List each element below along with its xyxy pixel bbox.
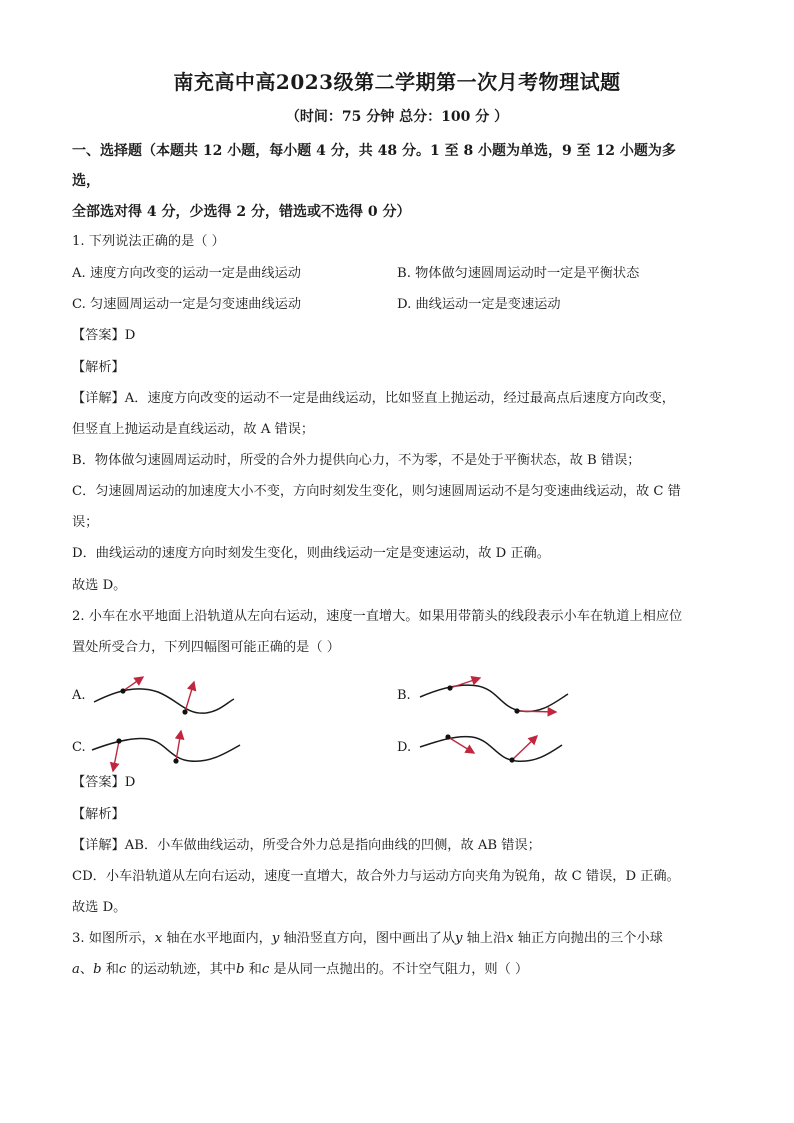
q2-figure-d-label: D.	[397, 740, 412, 755]
car-point	[120, 688, 125, 693]
q1-option-b: B. 物体做匀速圆周运动时一定是平衡状态	[397, 266, 640, 281]
force-arrow	[450, 678, 480, 688]
q2-detail-1: 【详解】AB．小车做曲线运动，所受合外力总是指向曲线的凹侧，故 AB 错误；	[72, 838, 541, 853]
q2-figure-c-label: C.	[72, 740, 86, 755]
track-curve	[420, 737, 562, 762]
force-arrow	[176, 731, 181, 761]
q2-stem-1: 2. 小车在水平地面上沿轨道从左向右运动，速度一直增大。如果用带箭头的线段表示小车在轨道上相应位	[72, 609, 683, 624]
car-point	[173, 758, 178, 763]
q3-stem-2: a、b 和c 的运动轨迹，其中b 和c 是从同一点抛出的。不计空气阻力，则（ ）	[72, 962, 529, 977]
q2-figure-b	[416, 670, 576, 724]
q1-option-d: D. 曲线运动一定是变速运动	[397, 297, 561, 312]
car-point	[182, 709, 187, 714]
q2-figure-d	[416, 725, 576, 781]
force-arrow	[448, 737, 474, 753]
force-arrow	[517, 711, 556, 712]
q2-conclusion: 故选 D。	[72, 900, 127, 915]
q1-detail-1: 【详解】A．速度方向改变的运动不一定是曲线运动，比如竖直上抛运动，经过最高点后速度方向改变，	[72, 391, 675, 406]
section-heading-line3: 全部选对得 4 分，少选得 2 分，错选或不选得 0 分）	[72, 204, 411, 220]
q1-detail-6: D．曲线运动的速度方向时刻发生变化，则曲线运动一定是变速运动，故 D 正确。	[72, 546, 550, 561]
car-point	[514, 708, 519, 713]
q1-detail-2: 但竖直上抛运动是直线运动，故 A 错误；	[72, 422, 315, 437]
exam-info: （时间：75 分钟 总分：100 分 ）	[285, 109, 509, 125]
force-arrow	[185, 682, 194, 712]
q2-figure-a-label: A.	[72, 688, 86, 703]
q1-analysis-label: 【解析】	[72, 360, 125, 375]
track-curve	[92, 739, 240, 762]
car-point	[509, 757, 514, 762]
q1-detail-4: C．匀速圆周运动的加速度大小不变，方向时刻发生变化，则匀速圆周运动不是匀变速曲线运动，故 C 错	[72, 484, 681, 499]
force-arrow	[113, 741, 119, 771]
section-heading-line2: 选，	[72, 173, 100, 189]
q2-stem-2: 置处所受合力，下列四幅图可能正确的是（ ）	[72, 640, 340, 655]
q3-stem-1: 3. 如图所示，x 轴在水平地面内，y 轴沿竖直方向，图中画出了从y 轴上沿x 轴正方向抛出的三个小球	[72, 931, 663, 946]
q1-option-a: A. 速度方向改变的运动一定是曲线运动	[72, 266, 301, 281]
q1-answer: 【答案】D	[72, 328, 136, 343]
q1-option-c: C. 匀速圆周运动一定是匀变速曲线运动	[72, 297, 302, 312]
track-curve	[420, 685, 568, 711]
q1-stem: 1. 下列说法正确的是（ ）	[72, 234, 225, 249]
force-arrow	[512, 736, 537, 760]
q2-figure-b-label: B.	[397, 688, 411, 703]
q2-detail-2: CD．小车沿轨道从左向右运动，速度一直增大，故合外力与运动方向夹角为锐角，故 C 错误，D 正确。	[72, 869, 680, 884]
car-point	[445, 734, 450, 739]
q2-figure-a	[88, 670, 238, 724]
track-curve	[94, 689, 234, 713]
q1-detail-5: 误；	[72, 515, 99, 530]
q1-detail-3: B．物体做匀速圆周运动时，所受的合外力提供向心力，不为零，不是处于平衡状态，故 B 错误；	[72, 453, 641, 468]
q2-answer: 【答案】D	[72, 775, 136, 790]
car-point	[116, 738, 121, 743]
section-heading-line1: 一、选择题（本题共 12 小题，每小题 4 分，共 48 分。1 至 8 小题为单选，9 至 12 小题为多	[72, 143, 676, 159]
car-point	[447, 685, 452, 690]
q2-analysis-label: 【解析】	[72, 807, 125, 822]
q1-conclusion: 故选 D。	[72, 578, 127, 593]
page-title: 南充高中高2023级第二学期第一次月考物理试题	[173, 70, 621, 94]
